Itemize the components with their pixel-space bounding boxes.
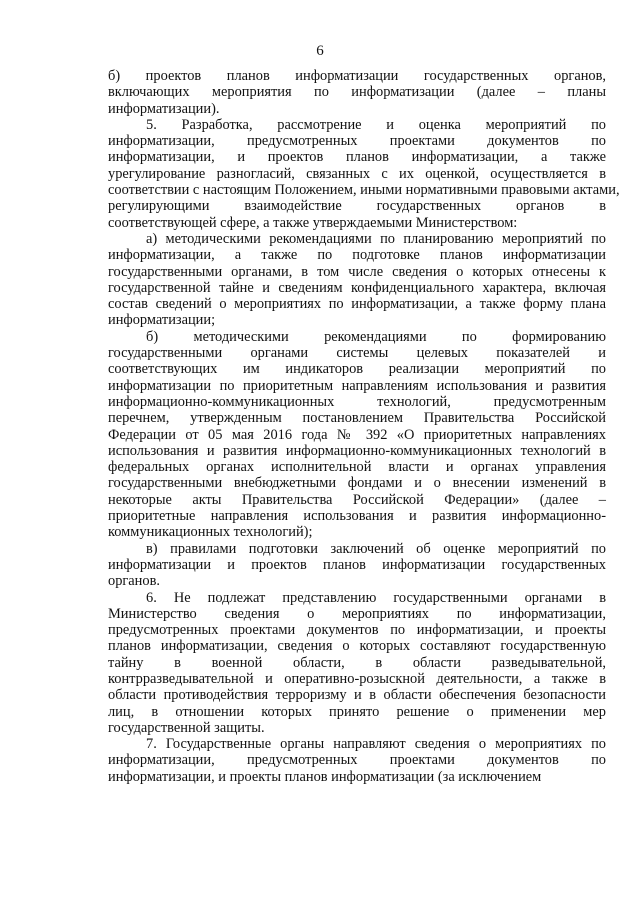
text-line: перечнем, утвержденным постановлением Правительства Российской (108, 410, 606, 427)
text-line: Федерации от 05 мая 2016 года № 392 «О приоритетных направлениях (108, 426, 606, 443)
paragraph-p-5v (108, 541, 606, 590)
text-line: информатизации, а также по подготовке планов информатизации (108, 247, 606, 264)
document-body (108, 68, 620, 785)
text-line: государственными органами системы целевых показателей и (108, 345, 606, 362)
text-line: информационно-коммуникационных технологий, предусмотренным (108, 393, 606, 410)
text-line: тайну в военной области, в области разведывательной, (108, 654, 606, 671)
paragraph-p-7 (108, 736, 606, 785)
text-line: 7. Государственные органы направляют сведения о мероприятиях по (146, 736, 606, 753)
paragraph-p-5a (108, 231, 606, 329)
text-line: использования и развития информационно-коммуникационных технологий в (108, 442, 606, 459)
text-line: государственными органами, в том числе сведения о которых отнесены к (108, 263, 606, 280)
text-line: соответствии с настоящим Положением, иными нормативными правовыми актами, (108, 182, 620, 199)
text-line: 5. Разработка, рассмотрение и оценка мероприятий по (146, 116, 606, 133)
text-line: урегулирование разногласий, связанных с их оценкой, осуществляется в (108, 165, 606, 182)
text-line: государственными внебюджетными фондами и о внесении изменений в (108, 475, 606, 492)
text-line: информатизации, и проекты планов информатизации (за исключением (108, 768, 542, 785)
text-line: а) методическими рекомендациями по планированию мероприятий по (146, 230, 606, 247)
text-line: органов. (108, 573, 160, 590)
text-line: информатизации; (108, 312, 216, 329)
text-line: б) проектов планов информатизации государственных органов, (108, 68, 606, 84)
text-line: регулирующими взаимодействие государственных органов в (108, 198, 606, 215)
text-line: федеральных органах исполнительной власти и органах управления (108, 459, 606, 476)
text-line: государственной тайне и сведениям конфиденциального характера, включая (108, 279, 606, 296)
text-line: планов информатизации, сведения о которых составляют государственную (108, 638, 606, 655)
text-line: соответствующих им индикаторов реализации мероприятий по (108, 361, 606, 378)
page-number: 6 (316, 43, 324, 59)
text-line: информатизации, предусмотренных проектами документов по (108, 752, 606, 769)
paragraph-p-5 (108, 116, 620, 231)
text-line: в) правилами подготовки заключений об оценке мероприятий по (146, 540, 606, 557)
paragraph-p-b-plans (108, 68, 606, 117)
text-line: приоритетные направления использования и развития информационно- (108, 508, 606, 525)
text-line: информатизации, и проектов планов информатизации, а также (108, 149, 606, 166)
text-line: информатизации). (108, 100, 220, 117)
text-line: состав сведений о мероприятиях по информатизации, а также форму плана (108, 296, 606, 313)
text-line: 6. Не подлежат представлению государственными органами в (146, 589, 606, 606)
text-line: соответствующей сфере, а также утверждаемыми Министерством: (108, 214, 518, 231)
text-line: контрразведывательной и оперативно-розыскной деятельности, а также в (108, 670, 606, 687)
paragraph-p-5b (108, 329, 606, 541)
text-line: государственной защиты. (108, 719, 265, 736)
text-line: области противодействия терроризму и в области обеспечения безопасности (108, 687, 606, 704)
text-line: лиц, в отношении которых принято решение о применении мер (108, 703, 606, 720)
text-line: информатизации, предусмотренных проектами документов по (108, 133, 606, 150)
text-line: включающих мероприятия по информатизации (далее – планы (108, 84, 606, 101)
text-line: Министерство сведения о мероприятиях по информатизации, (108, 605, 606, 622)
text-line: предусмотренных проектами документов по информатизации, и проекты (108, 622, 606, 639)
paragraph-p-6 (108, 590, 606, 737)
text-line: коммуникационных технологий); (108, 524, 313, 541)
text-line: информатизации и проектов планов информатизации государственных (108, 556, 606, 573)
text-line: б) методическими рекомендациями по формированию (146, 328, 606, 345)
text-line: некоторые акты Правительства Российской Федерации» (далее – (108, 491, 606, 508)
text-line: информатизации по приоритетным направлениям использования и развития (108, 377, 606, 394)
